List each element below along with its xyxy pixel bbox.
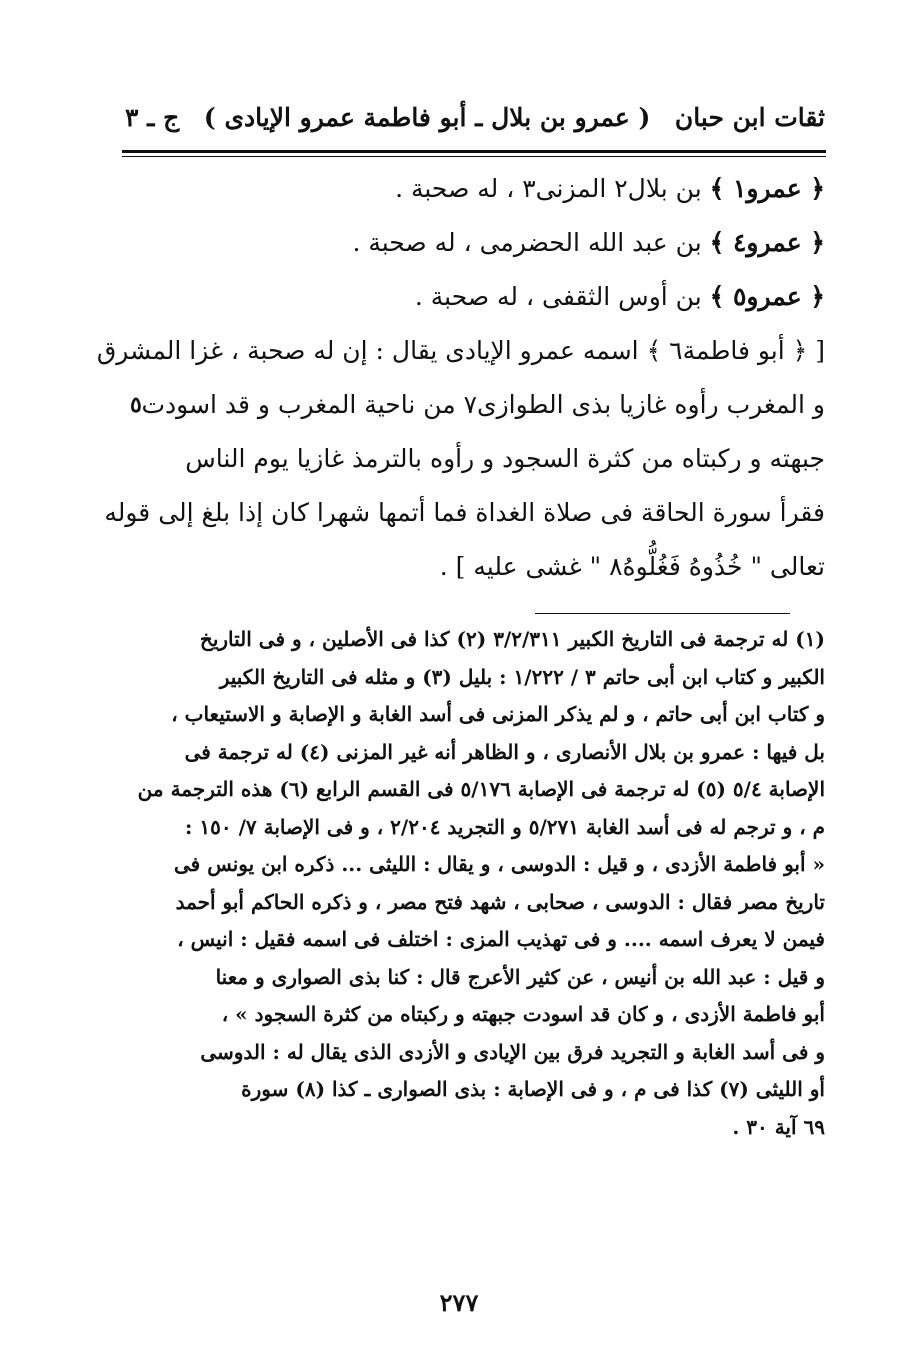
running-header	[125, 92, 825, 142]
header-entry-range: ( عمرو بن بلال ـ أبو فاطمة عمرو الإيادى )	[203, 102, 651, 132]
footnote-line: و قيل : عبد الله بن أنيس ، عن كثير الأعرج قال : كنا بذى الصوارى و معنا	[215, 964, 825, 989]
paragraph-line: [ ﴿ أبو فاطمة٦ ﴾ اسمه عمرو الإيادى يقال : إن له صحبة ، غزا المشرق	[96, 336, 825, 365]
entry-line	[135, 270, 825, 324]
footnote-line: (١) له ترجمة فى التاريخ الكبير ٣/٢/٣١١ (٢) كذا فى الأصلين ، و فى التاريخ	[199, 627, 825, 651]
footnote-line: فيمن لا يعرف اسمه .... و فى تهذيب المزى : اختلف فى اسمه فقيل : انيس ،	[177, 927, 825, 951]
entry-name: ﴿ عمرو١ ﴾	[709, 174, 825, 203]
paragraph-line	[130, 378, 825, 432]
paragraph-line: تعالى " خُذُوهُ فَغُلُّوهُ٨ " غشى عليه ] .	[439, 552, 825, 581]
entry-name: ﴿ عمرو٥ ﴾	[709, 282, 825, 311]
paragraph-line-text: و المغرب رأوه غازيا بذى الطوازى٧ من ناحية المغرب و قد اسودت	[141, 390, 825, 419]
entry-text: بن أوس الثقفى ، له صحبة .	[414, 282, 702, 311]
header-volume: ج ـ ٣	[125, 102, 180, 132]
footnote-line: أبو فاطمة الأزدى ، و كان قد اسودت جبهته و ركبتاه من كثرة السجود » ،	[221, 1002, 825, 1026]
footnote-line: ٦٩ آية ٣٠ .	[732, 1114, 825, 1139]
header-rule-thin	[122, 156, 826, 157]
entry-line	[135, 162, 825, 216]
footnote-line: و كتاب ابن أبى حاتم ، و لم يذكر المزنى فى أسد الغابة و الإصابة و الاستيعاب ،	[171, 702, 825, 726]
footnote-separator	[535, 613, 790, 614]
page-number: ٢٧٧	[439, 1288, 479, 1317]
entry-line	[135, 216, 825, 270]
footnote-line: الكبير و كتاب ابن أبى حاتم ٣ / ١/٢٢٢ : بليل (٣) و مثله فى التاريخ الكبير	[219, 664, 825, 689]
entry-text: بن بلال٢ المزنى٣ ، له صحبة .	[395, 174, 702, 203]
footnote-line: الإصابة ٥/٤ (٥) له ترجمة فى الإصابة ٥/١٧٦ فى القسم الرابع (٦) هذه الترجمة من	[137, 777, 825, 801]
entry-text: بن عبد الله الحضرمى ، له صحبة .	[352, 228, 702, 257]
margin-line-number: ٥	[130, 392, 142, 418]
footnote-line: و فى أسد الغابة و التجريد فرق بين الإيادى و الأزدى الذى يقال له : الدوسى	[200, 1039, 825, 1064]
footnote-line: م ، و ترجم له فى أسد الغابة ٥/٢٧١ و التجريد ٢/٢٠٤ ، و فى الإصابة ٧/ ١٥٠ :	[185, 814, 825, 839]
footnotes	[135, 621, 825, 1146]
footnote-line: « أبو فاطمة الأزدى ، و قيل : الدوسى ، و يقال : الليثى ... ذكره ابن يونس فى	[174, 852, 825, 876]
header-book-title: ثقات ابن حبان	[674, 102, 825, 132]
header-rule-thick	[122, 150, 826, 153]
entry-name: ﴿ عمرو٤ ﴾	[709, 228, 825, 257]
footnote-line: أو الليثى (٧) كذا فى م ، و فى الإصابة : بذى الصوارى ـ كذا (٨) سورة	[241, 1077, 825, 1101]
paragraph-line: جبهته و ركبتاه من كثرة السجود و رأوه بالترمذ غازيا يوم الناس	[185, 444, 825, 473]
paragraph-line: فقرأ سورة الحاقة فى صلاة الغداة فما أتمها شهرا كان إذا بلغ إلى قوله	[104, 498, 825, 527]
footnote-line: بل فيها : عمرو بن بلال الأنصارى ، و الظاهر أنه غير المزنى (٤) له ترجمة فى	[184, 739, 825, 764]
main-text	[96, 162, 825, 594]
footnote-line: تاريخ مصر فقال : الدوسى ، صحابى ، شهد فتح مصر ، و ذكره الحاكم أبو أحمد	[175, 889, 825, 914]
